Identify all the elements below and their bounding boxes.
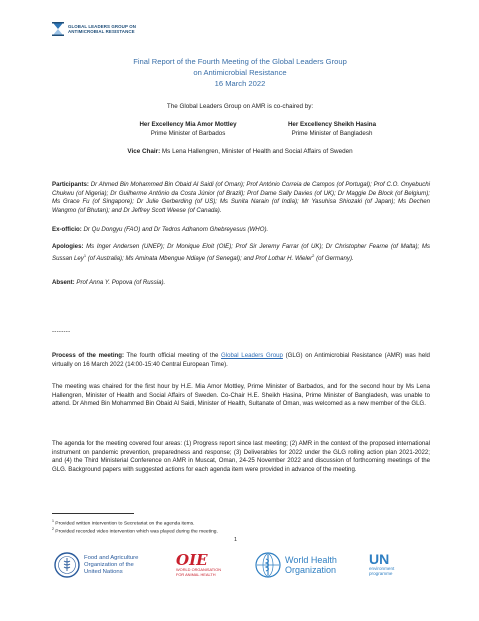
footnote-2-text: Provided recorded video intervention which was played during the meeting. xyxy=(53,529,218,535)
exofficio-label: Ex-officio: xyxy=(52,226,82,233)
process-text-a: The fourth official meeting of the xyxy=(124,352,222,359)
oie-logo xyxy=(176,552,221,578)
vice-chair-label: Vice Chair: xyxy=(127,148,161,155)
who-name-line-2: Organization xyxy=(285,565,337,575)
report-date: 16 March 2022 xyxy=(214,79,266,88)
absent-label: Absent: xyxy=(52,279,75,286)
footnote-ref-1[interactable]: 1 xyxy=(83,252,87,258)
absent-paragraph xyxy=(52,279,430,288)
fao-name-line-3: United Nations xyxy=(84,568,123,575)
apologies-text-c: (of Germany). xyxy=(314,254,354,262)
report-title-line-2: on Antimicrobial Resistance xyxy=(193,68,287,77)
fao-emblem-icon xyxy=(54,552,80,578)
cochair-right-name: Her Excellency Sheikh Hasina xyxy=(287,121,377,128)
section-separator: -------- xyxy=(52,329,71,335)
fao-name-line-2: Organization of the xyxy=(84,561,134,568)
meeting-paragraph: The meeting was chaired for the first hour by H.E. Mia Amor Mottley, Prime Minister of Barbados, and for the second hour by Ms Lena Hallengren, Minister of Health and Social Affairs of Sweden. Co-Chair H.E. Sheikh Hasina, Prime Minister of Bangladesh, was unable to attend. Dr Ahmed Bin Mohammed Bin Obaid Al Saidi, Minister of Health, Sultanate of Oman, was welcomed as a new member of the GLG. xyxy=(52,383,430,408)
exofficio-text: Dr Qu Dongyu (FAO) and Dr Tedros Adhanom Ghebreyesus (WHO). xyxy=(81,226,269,233)
footnote-divider xyxy=(52,513,134,514)
oie-name-line-1: WORLD ORGANISATION xyxy=(176,567,222,572)
unep-logo xyxy=(366,552,394,577)
cochair-right xyxy=(262,120,402,138)
apologies-label: Apologies: xyxy=(52,243,84,250)
glg-link[interactable]: Global Leaders Group xyxy=(221,352,283,359)
exofficio-paragraph xyxy=(52,226,430,235)
participants-paragraph xyxy=(52,181,430,216)
fao-name-line-1: Food and Agriculture xyxy=(84,554,139,561)
glg-logo xyxy=(52,22,136,36)
report-title-line-1: Final Report of the Fourth Meeting of the Global Leaders Group xyxy=(133,57,347,66)
footnote-ref-2[interactable]: 2 xyxy=(312,252,315,258)
fao-logo xyxy=(54,552,138,578)
cochair-left-role: Prime Minister of Barbados xyxy=(150,130,226,137)
participants-label: Participants: xyxy=(52,181,89,188)
oie-name-line-2: FOR ANIMAL HEALTH xyxy=(176,571,216,577)
absent-text: Prof Anna Y. Popova (of Russia). xyxy=(74,279,166,286)
vice-chair xyxy=(40,148,440,155)
process-paragraph xyxy=(52,352,430,369)
process-text-b: (GLG) on Antimicrobial Resistance (AMR) was held virtually on 16 March 2022 (14:00-15:40 Central European Time). xyxy=(52,352,430,368)
footnote-2 xyxy=(52,526,218,536)
unep-name-line-1: environment xyxy=(369,566,395,571)
apologies-text-a: Ms Inger Andersen (UNEP); Dr Monique Eloit (OIE); Prof Sir Jeremy Farrar (of UK); Dr Christopher Fearne (of Malta); Ms Sussan Ley xyxy=(52,243,430,262)
participants-text: Dr Ahmed Bin Mohammed Bin Obaid Al Saidi (of Oman); Prof António Correia de Campos (of Portugal); Prof C.O. Onyebuchi Chukwu (of Nigeria); Dr Guilherme Antônio da Costa Júnior (of Brazil); Prof Dame Sally Davies (of UK); Dr Maggie De Block (of Belgium); Ms Grace Fu (of Singapore); Dr Julie Gerberding (of US); Ms Sunita Narain (of India); Mr Yasuhisa Shiozaki (of Japan); Ms Dechen Wangmo (of Bhutan); and Dr Jeffrey Scott Weese (of Canada). xyxy=(52,181,430,215)
page-number: 1 xyxy=(234,537,238,543)
who-logo xyxy=(255,552,337,578)
footnote-1-text: Provided written intervention to Secretariat on the agenda items. xyxy=(53,521,195,527)
cochair-left-name: Her Excellency Mia Amor Mottley xyxy=(139,121,237,128)
footnote-1-number: 1 xyxy=(52,519,54,523)
cochair-right-role: Prime Minister of Bangladesh xyxy=(291,130,373,137)
who-emblem-icon xyxy=(255,552,281,578)
oie-mark: OIE xyxy=(176,551,208,569)
cochair-left xyxy=(118,120,258,138)
vice-chair-text: Ms Lena Hallengren, Minister of Health and Social Affairs of Sweden xyxy=(160,148,353,155)
who-name-line-1: World Health xyxy=(285,555,337,565)
unep-mark: UN xyxy=(369,551,390,567)
cochair-intro: The Global Leaders Group on AMR is co-chaired by: xyxy=(166,103,314,110)
agenda-paragraph: The agenda for the meeting covered four areas: (1) Progress report since last meeting; (2) AMR in the context of the proposed international instrument on pandemic prevention, preparedness and response; (3) Deliverables for 2022 under the GLG rolling action plan 2021-2022; and (4) the Third Ministerial Conference on AMR in Muscat, Oman, 24-25 November 2022 and discussion of forthcoming meetings of the GLG. Background papers with suggested actions for each agenda item were provided in advance of the meeting. xyxy=(52,440,430,474)
unep-name-line-2: programme xyxy=(369,571,393,577)
process-label: Process of the meeting: xyxy=(52,352,124,359)
logo-line-1: GLOBAL LEADERS GROUP ON xyxy=(68,24,137,29)
apologies-text-b: (of Australia); Ms Aminata Mbengue Ndiaye (of Senegal); and Prof Lothar H. Wieler xyxy=(86,254,313,262)
logo-line-2: ANTIMICROBIAL RESISTANCE xyxy=(68,29,135,34)
footnote-2-number: 2 xyxy=(52,527,54,531)
apologies-paragraph xyxy=(52,243,430,263)
hourglass-icon xyxy=(52,22,64,36)
